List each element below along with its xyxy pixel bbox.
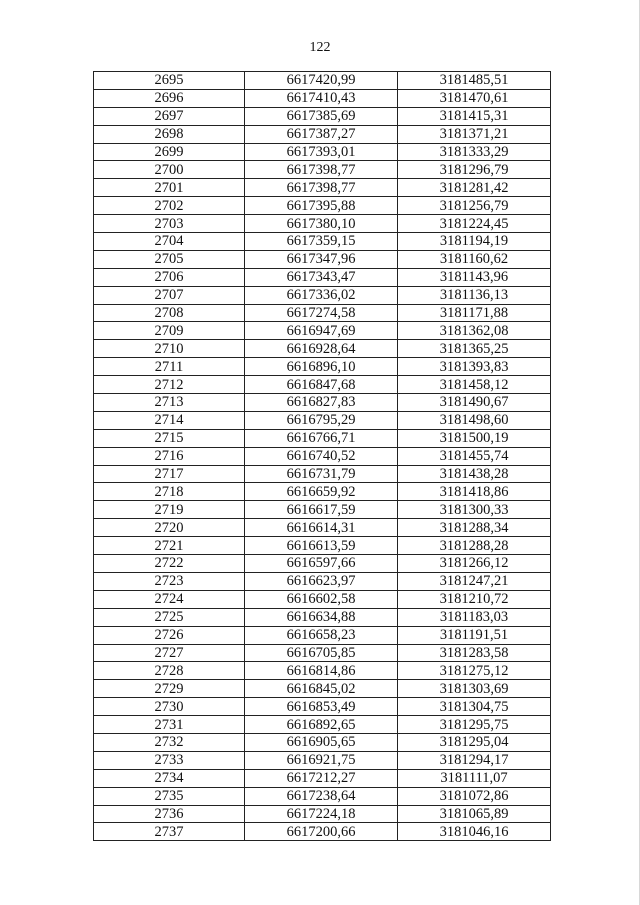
x-coordinate-cell: 6617410,43: [245, 89, 398, 107]
point-number-cell: 2735: [94, 787, 245, 805]
table-row: [94, 680, 551, 698]
point-number-cell: 2709: [94, 322, 245, 340]
x-coordinate-cell: 6617398,77: [245, 179, 398, 197]
table-row: [94, 590, 551, 608]
x-coordinate-cell: 6616892,65: [245, 716, 398, 734]
table-row: [94, 376, 551, 394]
y-coordinate-cell: 3181210,72: [398, 590, 551, 608]
x-coordinate-cell: 6616617,59: [245, 501, 398, 519]
table-row: [94, 483, 551, 501]
point-number-cell: 2736: [94, 805, 245, 823]
point-number-cell: 2719: [94, 501, 245, 519]
x-coordinate-cell: 6616947,69: [245, 322, 398, 340]
table-row: [94, 751, 551, 769]
y-coordinate-cell: 3181303,69: [398, 680, 551, 698]
x-coordinate-cell: 6616659,92: [245, 483, 398, 501]
point-number-cell: 2704: [94, 233, 245, 251]
table-row: [94, 179, 551, 197]
table-row: [94, 501, 551, 519]
point-number-cell: 2697: [94, 107, 245, 125]
y-coordinate-cell: 3181275,12: [398, 662, 551, 680]
x-coordinate-cell: 6616921,75: [245, 751, 398, 769]
point-number-cell: 2717: [94, 465, 245, 483]
x-coordinate-cell: 6616814,86: [245, 662, 398, 680]
table-row: [94, 358, 551, 376]
point-number-cell: 2734: [94, 769, 245, 787]
table-row: [94, 447, 551, 465]
y-coordinate-cell: 3181266,12: [398, 555, 551, 573]
y-coordinate-cell: 3181288,34: [398, 519, 551, 537]
table-row: [94, 107, 551, 125]
y-coordinate-cell: 3181333,29: [398, 143, 551, 161]
x-coordinate-cell: 6616705,85: [245, 644, 398, 662]
x-coordinate-cell: 6616928,64: [245, 340, 398, 358]
point-number-cell: 2727: [94, 644, 245, 662]
x-coordinate-cell: 6617238,64: [245, 787, 398, 805]
table-row: [94, 340, 551, 358]
table-row: [94, 250, 551, 268]
x-coordinate-cell: 6617387,27: [245, 125, 398, 143]
point-number-cell: 2718: [94, 483, 245, 501]
point-number-cell: 2720: [94, 519, 245, 537]
y-coordinate-cell: 3181171,88: [398, 304, 551, 322]
x-coordinate-cell: 6616602,58: [245, 590, 398, 608]
point-number-cell: 2695: [94, 72, 245, 90]
table-row: [94, 197, 551, 215]
table-row: [94, 429, 551, 447]
x-coordinate-cell: 6617393,01: [245, 143, 398, 161]
x-coordinate-cell: 6616766,71: [245, 429, 398, 447]
x-coordinate-cell: 6616658,23: [245, 626, 398, 644]
point-number-cell: 2712: [94, 376, 245, 394]
table-row: [94, 215, 551, 233]
table-row: [94, 698, 551, 716]
x-coordinate-cell: 6617347,96: [245, 250, 398, 268]
x-coordinate-cell: 6616623,97: [245, 572, 398, 590]
y-coordinate-cell: 3181046,16: [398, 823, 551, 841]
x-coordinate-cell: 6617224,18: [245, 805, 398, 823]
point-number-cell: 2706: [94, 268, 245, 286]
point-number-cell: 2708: [94, 304, 245, 322]
coordinates-table-body: [94, 72, 551, 841]
point-number-cell: 2725: [94, 608, 245, 626]
y-coordinate-cell: 3181065,89: [398, 805, 551, 823]
table-row: [94, 72, 551, 90]
table-row: [94, 125, 551, 143]
y-coordinate-cell: 3181224,45: [398, 215, 551, 233]
x-coordinate-cell: 6616740,52: [245, 447, 398, 465]
x-coordinate-cell: 6616613,59: [245, 537, 398, 555]
y-coordinate-cell: 3181490,67: [398, 394, 551, 412]
y-coordinate-cell: 3181281,42: [398, 179, 551, 197]
point-number-cell: 2715: [94, 429, 245, 447]
x-coordinate-cell: 6616827,83: [245, 394, 398, 412]
table-row: [94, 89, 551, 107]
y-coordinate-cell: 3181485,51: [398, 72, 551, 90]
y-coordinate-cell: 3181191,51: [398, 626, 551, 644]
x-coordinate-cell: 6617380,10: [245, 215, 398, 233]
point-number-cell: 2696: [94, 89, 245, 107]
x-coordinate-cell: 6617395,88: [245, 197, 398, 215]
table-row: [94, 662, 551, 680]
table-row: [94, 823, 551, 841]
y-coordinate-cell: 3181111,07: [398, 769, 551, 787]
point-number-cell: 2716: [94, 447, 245, 465]
point-number-cell: 2710: [94, 340, 245, 358]
y-coordinate-cell: 3181418,86: [398, 483, 551, 501]
table-row: [94, 519, 551, 537]
point-number-cell: 2707: [94, 286, 245, 304]
table-row: [94, 465, 551, 483]
y-coordinate-cell: 3181295,75: [398, 716, 551, 734]
point-number-cell: 2729: [94, 680, 245, 698]
table-row: [94, 161, 551, 179]
point-number-cell: 2700: [94, 161, 245, 179]
x-coordinate-cell: 6617398,77: [245, 161, 398, 179]
x-coordinate-cell: 6617385,69: [245, 107, 398, 125]
point-number-cell: 2711: [94, 358, 245, 376]
point-number-cell: 2705: [94, 250, 245, 268]
y-coordinate-cell: 3181470,61: [398, 89, 551, 107]
y-coordinate-cell: 3181183,03: [398, 608, 551, 626]
table-row: [94, 733, 551, 751]
point-number-cell: 2731: [94, 716, 245, 734]
table-row: [94, 644, 551, 662]
x-coordinate-cell: 6616634,88: [245, 608, 398, 626]
x-coordinate-cell: 6617420,99: [245, 72, 398, 90]
y-coordinate-cell: 3181295,04: [398, 733, 551, 751]
y-coordinate-cell: 3181194,19: [398, 233, 551, 251]
x-coordinate-cell: 6616614,31: [245, 519, 398, 537]
x-coordinate-cell: 6617200,66: [245, 823, 398, 841]
y-coordinate-cell: 3181072,86: [398, 787, 551, 805]
x-coordinate-cell: 6616845,02: [245, 680, 398, 698]
point-number-cell: 2730: [94, 698, 245, 716]
point-number-cell: 2714: [94, 411, 245, 429]
y-coordinate-cell: 3181294,17: [398, 751, 551, 769]
x-coordinate-cell: 6617343,47: [245, 268, 398, 286]
table-row: [94, 716, 551, 734]
point-number-cell: 2702: [94, 197, 245, 215]
x-coordinate-cell: 6616847,68: [245, 376, 398, 394]
table-row: [94, 233, 551, 251]
y-coordinate-cell: 3181247,21: [398, 572, 551, 590]
y-coordinate-cell: 3181455,74: [398, 447, 551, 465]
point-number-cell: 2733: [94, 751, 245, 769]
x-coordinate-cell: 6616597,66: [245, 555, 398, 573]
point-number-cell: 2723: [94, 572, 245, 590]
table-row: [94, 394, 551, 412]
coordinates-table: [93, 71, 551, 841]
table-row: [94, 769, 551, 787]
page-number: 122: [309, 40, 331, 55]
table-row: [94, 304, 551, 322]
point-number-cell: 2724: [94, 590, 245, 608]
x-coordinate-cell: 6617212,27: [245, 769, 398, 787]
table-row: [94, 572, 551, 590]
y-coordinate-cell: 3181498,60: [398, 411, 551, 429]
y-coordinate-cell: 3181300,33: [398, 501, 551, 519]
table-row: [94, 805, 551, 823]
table-row: [94, 626, 551, 644]
x-coordinate-cell: 6617359,15: [245, 233, 398, 251]
point-number-cell: 2701: [94, 179, 245, 197]
point-number-cell: 2726: [94, 626, 245, 644]
table-row: [94, 537, 551, 555]
table-row: [94, 322, 551, 340]
point-number-cell: 2713: [94, 394, 245, 412]
x-coordinate-cell: 6616905,65: [245, 733, 398, 751]
y-coordinate-cell: 3181136,13: [398, 286, 551, 304]
table-row: [94, 411, 551, 429]
point-number-cell: 2703: [94, 215, 245, 233]
y-coordinate-cell: 3181393,83: [398, 358, 551, 376]
x-coordinate-cell: 6616795,29: [245, 411, 398, 429]
y-coordinate-cell: 3181415,31: [398, 107, 551, 125]
y-coordinate-cell: 3181288,28: [398, 537, 551, 555]
x-coordinate-cell: 6616853,49: [245, 698, 398, 716]
table-row: [94, 143, 551, 161]
y-coordinate-cell: 3181283,58: [398, 644, 551, 662]
y-coordinate-cell: 3181304,75: [398, 698, 551, 716]
y-coordinate-cell: 3181296,79: [398, 161, 551, 179]
table-row: [94, 286, 551, 304]
point-number-cell: 2722: [94, 555, 245, 573]
x-coordinate-cell: 6616896,10: [245, 358, 398, 376]
x-coordinate-cell: 6617336,02: [245, 286, 398, 304]
y-coordinate-cell: 3181362,08: [398, 322, 551, 340]
y-coordinate-cell: 3181365,25: [398, 340, 551, 358]
point-number-cell: 2732: [94, 733, 245, 751]
y-coordinate-cell: 3181256,79: [398, 197, 551, 215]
y-coordinate-cell: 3181143,96: [398, 268, 551, 286]
point-number-cell: 2699: [94, 143, 245, 161]
table-row: [94, 555, 551, 573]
point-number-cell: 2721: [94, 537, 245, 555]
point-number-cell: 2728: [94, 662, 245, 680]
y-coordinate-cell: 3181371,21: [398, 125, 551, 143]
x-coordinate-cell: 6617274,58: [245, 304, 398, 322]
table-row: [94, 268, 551, 286]
y-coordinate-cell: 3181438,28: [398, 465, 551, 483]
table-row: [94, 787, 551, 805]
table-row: [94, 608, 551, 626]
point-number-cell: 2737: [94, 823, 245, 841]
y-coordinate-cell: 3181458,12: [398, 376, 551, 394]
y-coordinate-cell: 3181500,19: [398, 429, 551, 447]
y-coordinate-cell: 3181160,62: [398, 250, 551, 268]
x-coordinate-cell: 6616731,79: [245, 465, 398, 483]
point-number-cell: 2698: [94, 125, 245, 143]
